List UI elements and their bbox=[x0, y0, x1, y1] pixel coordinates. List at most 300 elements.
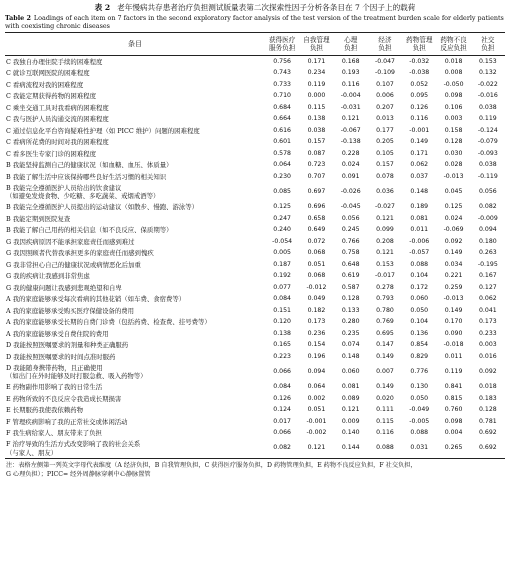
loading-cell: 0.119 bbox=[444, 367, 463, 375]
table-row bbox=[5, 328, 505, 340]
loading-cell: 0.041 bbox=[478, 306, 497, 314]
loading-cell: 0.153 bbox=[376, 260, 394, 268]
loading-cell: 0.072 bbox=[307, 237, 326, 245]
loading-cell: 0.781 bbox=[478, 417, 497, 425]
loading-cell: 0.265 bbox=[444, 444, 463, 452]
loading-cell: 0.062 bbox=[410, 161, 429, 169]
item-text-line: C 我独自办理住院手续的困难程度 bbox=[6, 57, 103, 66]
loading-cell: 0.692 bbox=[478, 444, 497, 452]
loading-cell: -0.006 bbox=[409, 237, 430, 245]
item-text-line: F 我生病给家人、朋友带来了负担 bbox=[6, 429, 102, 438]
loading-cell: 0.829 bbox=[410, 352, 429, 360]
table-row bbox=[5, 351, 505, 363]
loading-cell: 0.154 bbox=[307, 341, 326, 349]
loading-cell: 0.182 bbox=[307, 306, 326, 314]
loading-cell: 0.684 bbox=[273, 103, 291, 111]
loading-cell: 0.148 bbox=[341, 352, 360, 360]
item-text-line: （与家人、朋友） bbox=[6, 448, 58, 457]
loading-cell: 0.018 bbox=[478, 383, 497, 391]
loading-cell: 0.578 bbox=[273, 149, 291, 157]
loading-cell: 0.144 bbox=[341, 444, 360, 452]
factor-header-line: 心理 bbox=[344, 35, 358, 44]
table-row bbox=[5, 439, 505, 459]
loading-cell: 0.149 bbox=[376, 383, 394, 391]
item-cell bbox=[5, 382, 265, 394]
loading-cell: 0.171 bbox=[410, 149, 429, 157]
table-row bbox=[5, 202, 505, 214]
loading-cell: 0.128 bbox=[478, 406, 497, 414]
loading-cell: -0.032 bbox=[409, 57, 430, 65]
item-text-line: B 我能完全遵循医护人员给出的饮食建议 bbox=[6, 183, 122, 192]
loading-cell: 0.235 bbox=[341, 329, 360, 337]
item-text-line: B 我能完全遵循医护人员提出的运动建议（如散步、慢跑、游泳等） bbox=[6, 203, 199, 212]
loading-cell: 0.158 bbox=[444, 126, 463, 134]
loading-cell: 0.056 bbox=[341, 214, 360, 222]
loading-cell: 0.128 bbox=[444, 138, 463, 146]
item-text-line: F 管理疾病影响了我的正常社交或体闲活动 bbox=[6, 417, 128, 426]
item-text-line: D 我能随身携带药物，且正确使用 bbox=[6, 363, 103, 372]
loading-cell: 0.841 bbox=[444, 383, 463, 391]
item-text-line: G 我因照顾者代替我承担更多的家庭责任而感到愧疚 bbox=[6, 249, 154, 258]
factor-header-line: 服务负担 bbox=[268, 44, 296, 52]
loading-cell: 0.081 bbox=[341, 383, 360, 391]
loading-cell: 0.776 bbox=[410, 367, 429, 375]
item-text-line: E 长期服药我使我依赖药物 bbox=[6, 406, 83, 415]
loading-cell: -0.026 bbox=[340, 187, 361, 195]
table-row bbox=[5, 160, 505, 172]
loading-cell: 0.051 bbox=[307, 260, 326, 268]
item-text-line: G 我的疾病让我感到非常焦虑 bbox=[6, 272, 90, 281]
loading-cell: 0.234 bbox=[307, 69, 326, 77]
loading-cell: 0.168 bbox=[341, 57, 360, 65]
loading-cell: 0.758 bbox=[341, 249, 360, 257]
table-row bbox=[5, 271, 505, 283]
table-header-row bbox=[5, 33, 505, 56]
item-cell bbox=[5, 259, 265, 271]
item-cell bbox=[5, 351, 265, 363]
loading-cell: 0.068 bbox=[307, 272, 326, 280]
loading-cell: 0.060 bbox=[341, 367, 360, 375]
loading-cell: 0.095 bbox=[410, 92, 429, 100]
loading-cell: 0.038 bbox=[307, 126, 326, 134]
loading-cell: 0.236 bbox=[307, 329, 326, 337]
loading-cell: 0.172 bbox=[410, 283, 429, 291]
loading-cell: 0.094 bbox=[307, 367, 326, 375]
loading-cell: -0.018 bbox=[443, 341, 464, 349]
table-row bbox=[5, 248, 505, 260]
loading-cell: -0.001 bbox=[306, 417, 327, 425]
table-row bbox=[5, 114, 505, 126]
loading-cell: 0.051 bbox=[307, 406, 326, 414]
item-cell bbox=[5, 183, 265, 202]
factor-header-line: 药物管理 bbox=[406, 35, 433, 44]
loading-cell: 0.031 bbox=[410, 444, 429, 452]
loading-cell: 0.050 bbox=[410, 306, 429, 314]
factor-header-line: 反应负担 bbox=[440, 44, 467, 52]
loading-cell: 0.278 bbox=[376, 283, 394, 291]
loading-cell: 0.098 bbox=[444, 92, 463, 100]
loading-cell: -0.054 bbox=[272, 237, 293, 245]
item-cell bbox=[5, 340, 265, 352]
loading-cell: 0.098 bbox=[444, 417, 463, 425]
loading-cell: 0.081 bbox=[410, 214, 429, 222]
item-cell bbox=[5, 393, 265, 405]
item-cell bbox=[5, 171, 265, 183]
item-text-line: C 看病所花费的时间对我的困难程度 bbox=[6, 138, 109, 147]
loading-cell: 0.049 bbox=[307, 295, 326, 303]
loading-cell: 0.780 bbox=[376, 306, 394, 314]
loading-cell: 0.710 bbox=[273, 92, 291, 100]
loading-cell: 0.245 bbox=[341, 226, 360, 234]
loading-cell: -0.012 bbox=[306, 283, 327, 291]
loading-cell: 0.085 bbox=[273, 187, 291, 195]
loading-cell: 0.205 bbox=[376, 138, 394, 146]
factor-header-line: 社交 bbox=[481, 35, 495, 44]
loading-cell: -0.109 bbox=[375, 69, 395, 77]
item-text-line: A 我的家庭能够承受自费住院的费用 bbox=[6, 329, 109, 338]
loading-cell: 0.018 bbox=[444, 57, 463, 65]
loading-cell: 0.695 bbox=[376, 329, 394, 337]
factor-column-header bbox=[334, 33, 368, 56]
loading-cell: 0.005 bbox=[273, 249, 291, 257]
loading-cell: 0.157 bbox=[307, 138, 326, 146]
loading-cell: 0.601 bbox=[273, 138, 291, 146]
table-row bbox=[5, 259, 505, 271]
loading-cell: 0.115 bbox=[307, 103, 326, 111]
loading-cell: 0.119 bbox=[478, 115, 497, 123]
table-row bbox=[5, 393, 505, 405]
loading-cell: 0.616 bbox=[273, 126, 291, 134]
table-caption-en: Loadings of each item on 7 factors in the second exploratory factor analysis of the test version of the treatment burden scale for elderly patients with coexisting chronic diseases bbox=[5, 14, 504, 30]
item-text-line: （如出门在外时能够及时打服急救、吸入药物等） bbox=[6, 372, 147, 380]
item-text-line: G 我非常担心自己的健康状况或病情恶化后加重 bbox=[6, 260, 141, 269]
loading-cell: -0.002 bbox=[306, 429, 327, 437]
loading-cell: 0.743 bbox=[273, 69, 291, 77]
loading-cell: 0.126 bbox=[273, 394, 291, 402]
factor-header-line: 获得医疗 bbox=[268, 35, 296, 44]
loading-cell: 0.769 bbox=[376, 318, 394, 326]
item-cell bbox=[5, 328, 265, 340]
loading-cell: 0.088 bbox=[410, 260, 429, 268]
loading-cell: 0.815 bbox=[444, 394, 463, 402]
loading-cell: 0.189 bbox=[410, 203, 429, 211]
item-cell bbox=[5, 56, 265, 68]
loading-cell: 0.105 bbox=[376, 149, 394, 157]
item-text-line: C 看多医生专家门诊的困难程度 bbox=[6, 149, 96, 158]
loading-cell: 0.723 bbox=[307, 161, 326, 169]
item-cell bbox=[5, 271, 265, 283]
loading-cell: 0.030 bbox=[444, 149, 463, 157]
item-cell bbox=[5, 405, 265, 417]
loading-cell: 0.259 bbox=[444, 283, 463, 291]
table-row bbox=[5, 382, 505, 394]
loading-cell: 0.130 bbox=[410, 383, 429, 391]
item-cell bbox=[5, 148, 265, 160]
item-text-line: B 我能定期到医院复查 bbox=[6, 214, 71, 223]
loading-cell: -0.049 bbox=[409, 406, 430, 414]
table-title-en bbox=[5, 14, 505, 30]
loading-cell: 0.007 bbox=[376, 367, 394, 375]
loading-cell: 0.028 bbox=[444, 161, 463, 169]
loading-cell: 0.052 bbox=[410, 80, 429, 88]
loading-cell: 0.177 bbox=[376, 126, 394, 134]
loading-cell: 0.756 bbox=[273, 57, 291, 65]
table-row bbox=[5, 148, 505, 160]
loading-cell: 0.664 bbox=[273, 115, 291, 123]
loading-cell: 0.002 bbox=[307, 394, 326, 402]
table-row bbox=[5, 305, 505, 317]
loading-cell: 0.088 bbox=[410, 429, 429, 437]
loading-cell: 0.082 bbox=[478, 203, 497, 211]
loading-cell: 0.006 bbox=[376, 92, 394, 100]
table-row bbox=[5, 125, 505, 137]
loading-cell: 0.151 bbox=[273, 306, 291, 314]
item-cell bbox=[5, 114, 265, 126]
table-row bbox=[5, 294, 505, 306]
loading-cell: 0.153 bbox=[478, 57, 497, 65]
loading-cell: 0.092 bbox=[478, 367, 497, 375]
item-text-line: C 就诊互联网医院的困难程度 bbox=[6, 69, 90, 78]
item-column-header: 条目 bbox=[5, 33, 265, 56]
loading-cell: 0.064 bbox=[273, 161, 291, 169]
loading-cell: 0.089 bbox=[341, 394, 360, 402]
loading-cell: -0.079 bbox=[477, 138, 498, 146]
table-row bbox=[5, 428, 505, 440]
loading-cell: 0.009 bbox=[341, 417, 360, 425]
loading-cell: -0.045 bbox=[340, 203, 361, 211]
factor-header-line: 自我管理 bbox=[303, 35, 330, 44]
table-row bbox=[5, 171, 505, 183]
loading-cell: 0.034 bbox=[444, 260, 463, 268]
loading-cell: 0.187 bbox=[273, 260, 291, 268]
loading-cell: 0.280 bbox=[341, 318, 360, 326]
loading-cell: 0.126 bbox=[410, 103, 429, 111]
loading-cell: 0.697 bbox=[307, 187, 326, 195]
table-footnote bbox=[5, 461, 505, 479]
item-text-line: C 乘坐交通工具对我看病的困难程度 bbox=[6, 103, 109, 112]
item-text-line: A 我的家庭能够承受购买医疗保健设备的费用 bbox=[6, 306, 135, 315]
loading-cell: 0.233 bbox=[478, 329, 497, 337]
item-text-line: G 我的健康问题让我感到悲观绝望和自卑 bbox=[6, 283, 122, 292]
loading-cell: 0.649 bbox=[307, 226, 326, 234]
item-cell bbox=[5, 294, 265, 306]
table-row bbox=[5, 340, 505, 352]
loading-cell: 0.760 bbox=[444, 406, 463, 414]
loading-cell: 0.121 bbox=[341, 406, 360, 414]
item-text-line: （如避免发烧食物、少吃糖、多吃蔬菜、戒烟戒酒等） bbox=[6, 192, 160, 200]
table-row bbox=[5, 91, 505, 103]
loading-cell: 0.004 bbox=[444, 429, 463, 437]
loading-cell: 0.077 bbox=[273, 283, 291, 291]
loading-cell: 0.024 bbox=[444, 214, 463, 222]
loading-cell: -0.016 bbox=[477, 92, 498, 100]
table-number-cn: 表 2 bbox=[94, 3, 111, 12]
loading-cell: 0.125 bbox=[273, 203, 291, 211]
loading-cell: 0.180 bbox=[478, 237, 497, 245]
loading-cell: 0.766 bbox=[341, 237, 360, 245]
loading-cell: 0.045 bbox=[444, 187, 463, 195]
loading-cell: -0.017 bbox=[375, 272, 395, 280]
loading-cell: 0.149 bbox=[444, 306, 463, 314]
loading-cell: 0.121 bbox=[376, 249, 394, 257]
loading-cell: 0.171 bbox=[307, 57, 326, 65]
item-cell bbox=[5, 236, 265, 248]
item-text-line: A 我的家庭能够承受每次看病的其他花销（如车费、食宿费等） bbox=[6, 295, 186, 304]
loading-cell: 0.121 bbox=[376, 214, 394, 222]
loading-cell: 0.587 bbox=[341, 283, 360, 291]
table-body bbox=[5, 56, 505, 459]
table-row bbox=[5, 225, 505, 237]
loading-cell: 0.087 bbox=[307, 149, 326, 157]
loading-cell: -0.093 bbox=[477, 149, 498, 157]
loading-cell: 0.147 bbox=[376, 341, 394, 349]
loading-cell: 0.038 bbox=[478, 103, 497, 111]
loading-cell: 0.128 bbox=[341, 295, 360, 303]
factor-column-header bbox=[471, 33, 505, 56]
item-cell bbox=[5, 439, 265, 459]
item-cell bbox=[5, 79, 265, 91]
factor-header-line: 负担 bbox=[481, 44, 495, 52]
loading-cell: 0.116 bbox=[376, 429, 394, 437]
item-cell bbox=[5, 282, 265, 294]
loading-cell: 0.138 bbox=[273, 329, 291, 337]
item-cell bbox=[5, 160, 265, 172]
item-cell bbox=[5, 305, 265, 317]
loading-cell: 0.090 bbox=[444, 329, 463, 337]
loading-cell: 0.208 bbox=[376, 237, 394, 245]
table-row bbox=[5, 56, 505, 68]
loading-cell: -0.047 bbox=[375, 57, 395, 65]
loading-cell: 0.008 bbox=[444, 69, 463, 77]
loading-cell: 0.116 bbox=[341, 80, 360, 88]
loading-cell: 0.024 bbox=[341, 161, 360, 169]
loading-cell: 0.192 bbox=[273, 272, 291, 280]
loading-cell: 0.240 bbox=[273, 226, 291, 234]
item-cell bbox=[5, 317, 265, 329]
loading-cell: -0.001 bbox=[409, 126, 430, 134]
loading-cell: 0.062 bbox=[478, 295, 497, 303]
factor-header-line: 负担 bbox=[412, 44, 426, 52]
loading-cell: 0.165 bbox=[273, 341, 291, 349]
loading-cell: 0.119 bbox=[307, 80, 326, 88]
loading-cell: 0.692 bbox=[478, 429, 497, 437]
loading-cell: 0.132 bbox=[478, 69, 497, 77]
loading-cell: -0.027 bbox=[375, 203, 395, 211]
item-text-line: C 通过信息化平台咨询疑难性护理（如 PICC 维护）问题的困难程度 bbox=[6, 126, 200, 135]
loading-cell: 0.120 bbox=[273, 318, 291, 326]
loading-cell: 0.127 bbox=[478, 283, 497, 291]
loading-cell: 0.149 bbox=[410, 138, 429, 146]
item-cell bbox=[5, 213, 265, 225]
loading-cell: 0.013 bbox=[376, 115, 394, 123]
loading-cell: 0.854 bbox=[410, 341, 429, 349]
loading-cell: -0.013 bbox=[443, 295, 464, 303]
loading-cell: 0.074 bbox=[341, 341, 360, 349]
item-cell bbox=[5, 91, 265, 103]
loading-cell: 0.221 bbox=[444, 272, 463, 280]
loading-cell: 0.619 bbox=[341, 272, 360, 280]
loading-cell: 0.223 bbox=[273, 352, 291, 360]
table-row bbox=[5, 213, 505, 225]
loading-cell: 0.121 bbox=[341, 115, 360, 123]
factor-header-line: 负担 bbox=[344, 44, 358, 52]
item-text-line: C 我能定期获得药物的困难程度 bbox=[6, 92, 96, 101]
factor-column-header bbox=[436, 33, 470, 56]
loading-cell: 0.173 bbox=[478, 318, 497, 326]
item-cell bbox=[5, 68, 265, 80]
loading-cell: 0.066 bbox=[273, 367, 291, 375]
loading-cell: 0.124 bbox=[273, 406, 291, 414]
loading-cell: 0.173 bbox=[307, 318, 326, 326]
loading-cell: 0.036 bbox=[376, 187, 394, 195]
loading-cell: 0.696 bbox=[307, 203, 326, 211]
loading-cell: -0.138 bbox=[340, 138, 361, 146]
loading-cell: 0.658 bbox=[307, 214, 326, 222]
loading-cell: 0.230 bbox=[273, 172, 291, 180]
item-text-line: A 我的家庭能够承受长期的自费门诊费（包括药费、检查费、挂号费等） bbox=[6, 318, 211, 327]
factor-header-line: 负担 bbox=[309, 44, 324, 52]
loading-cell: -0.119 bbox=[477, 172, 498, 180]
item-text-line: E 药物所致的不良反应令我造成长期损害 bbox=[6, 394, 122, 403]
item-text-line: G 我因疾病原因不能承担家庭责任而感到难过 bbox=[6, 237, 135, 246]
table-caption-cn: 老年慢病共存患者治疗负担测试版量表第二次探索性因子分析各条目在 7 个因子上的载荷 bbox=[117, 3, 416, 12]
item-text-line: D 我能按照医嘱要求的剂量和种类正确服药 bbox=[6, 341, 129, 350]
loading-cell: 0.733 bbox=[273, 80, 291, 88]
loading-cell: 0.136 bbox=[410, 329, 429, 337]
item-text-line: B 我能坚持监测自己的健康状况（如血糖、血压、体质量） bbox=[6, 161, 173, 170]
loading-cell: 0.196 bbox=[307, 352, 326, 360]
loading-cell: 0.011 bbox=[410, 226, 429, 234]
loading-cell: 0.003 bbox=[444, 115, 463, 123]
factor-header-line: 药物不良 bbox=[440, 35, 467, 44]
loading-cell: 0.106 bbox=[444, 103, 463, 111]
loading-cell: 0.111 bbox=[376, 406, 394, 414]
loading-cell: 0.183 bbox=[478, 394, 497, 402]
table-number-en: Table 2 bbox=[5, 14, 31, 22]
loading-cell: 0.068 bbox=[307, 249, 326, 257]
loading-cell: 0.247 bbox=[273, 214, 291, 222]
item-text-line: C 看病流程对我的困难程度 bbox=[6, 80, 84, 89]
loading-cell: 0.207 bbox=[376, 103, 394, 111]
item-cell bbox=[5, 137, 265, 149]
loading-cell: 0.648 bbox=[341, 260, 360, 268]
loading-cell: 0.140 bbox=[341, 429, 360, 437]
loading-cell: 0.064 bbox=[307, 383, 326, 391]
loading-cell: 0.167 bbox=[478, 272, 497, 280]
item-cell bbox=[5, 102, 265, 114]
loading-cell: -0.031 bbox=[340, 103, 361, 111]
loading-cell: 0.050 bbox=[410, 394, 429, 402]
loading-cell: 0.084 bbox=[273, 295, 291, 303]
loading-cell: -0.069 bbox=[443, 226, 464, 234]
item-text-line: B 我能了解生活中应该保持哪些良好生活习惯的相关知识 bbox=[6, 172, 167, 181]
item-cell bbox=[5, 416, 265, 428]
loading-cell: 0.104 bbox=[410, 272, 429, 280]
item-cell bbox=[5, 202, 265, 214]
item-text-line: F 治疗导致的生活方式改变影响了我的社会关系 bbox=[6, 440, 141, 449]
loading-cell: 0.228 bbox=[341, 149, 360, 157]
factor-column-header bbox=[368, 33, 402, 56]
table-row bbox=[5, 102, 505, 114]
loading-cell: 0.000 bbox=[307, 92, 326, 100]
item-text-line: D 我能按照医嘱要求的时间点准时服药 bbox=[6, 352, 116, 361]
item-cell bbox=[5, 248, 265, 260]
table-row bbox=[5, 236, 505, 248]
loading-cell: 0.263 bbox=[478, 249, 497, 257]
factor-header-line: 负担 bbox=[378, 44, 392, 52]
table-title-cn bbox=[5, 3, 505, 13]
factor-column-header bbox=[299, 33, 333, 56]
